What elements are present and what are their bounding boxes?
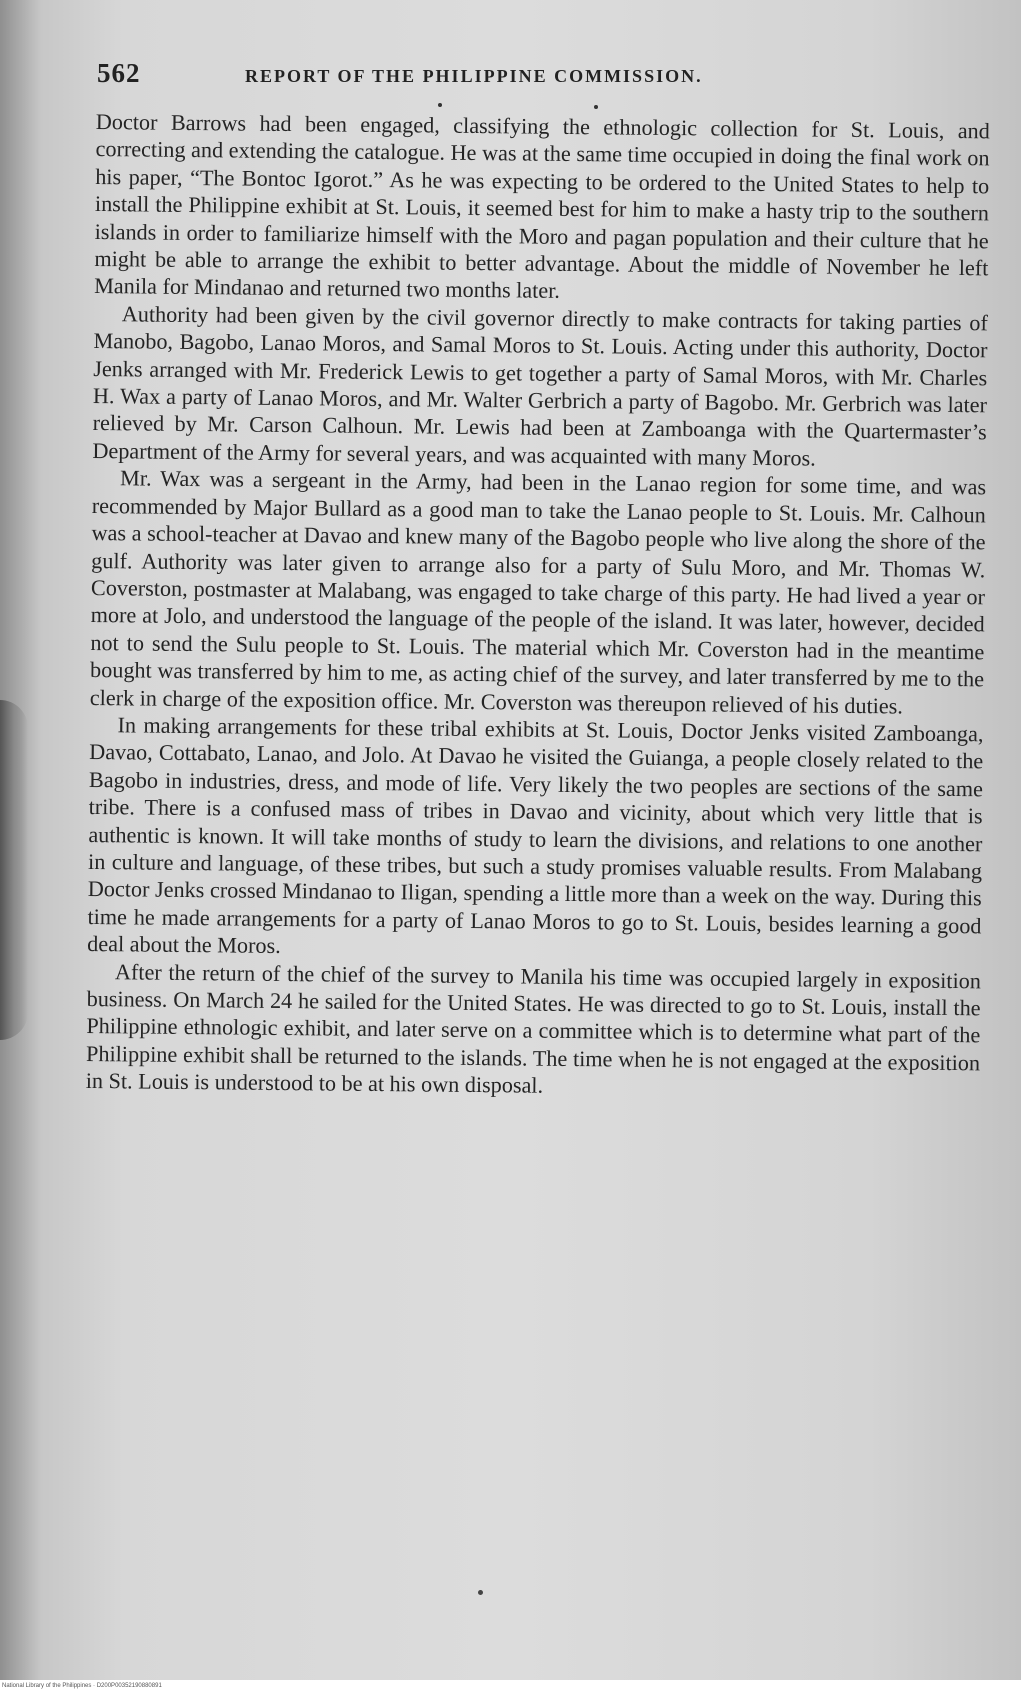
page-header <box>97 58 977 98</box>
paragraph-3: Mr. Wax was a sergeant in the Army, had been in the Lanao region for some time, and was recommended by Major Bullard as a good man to take the Lanao people to St. Louis. Mr. Calhoun was a school-teacher at Davao and knew many of the Bagobo people who live along the shore of the gulf. Authority was later given to arrange also for a party of Sulu Moro, and Mr. Thomas W. Coverston, postmaster at Malabang, was engaged to take charge of this party. He had lived a year or more at Jolo, and understood the language of the people of the island. It was later, however, decided not to send the Sulu people to St. Louis. The material which Mr. Coverston had in the meantime bought was transferred by him to me, as acting chief of the survey, and later transferred by me to the clerk in charge of the exposition office. Mr. Coverston was thereupon relieved of his duties. <box>89 465 987 719</box>
page-number: 562 <box>97 58 141 88</box>
running-head: REPORT OF THE PHILIPPINE COMMISSION. <box>245 66 703 86</box>
ink-speck <box>478 1590 483 1595</box>
paragraph-4: In making arrangements for these tribal exhibits at St. Louis, Doctor Jenks visited Zamboanga, Davao, Cottabato, Lanao, and Jolo. At Davao he visited the Guianga, a people closely related to the Bagobo in industries, dress, and mode of life. Very likely the two peoples are sections of the same tribe. There is a confused mass of tribes in Davao and vicinity, about which very little that is authentic is known. It will take months of study to learn the divisions, and relations to one another in culture and language, of these tribes, but such a study promises valuable results. From Malabang Doctor Jenks crossed Mindanao to Iligan, spending a little more than a week on the way. During this time he made arrangements for a party of Lanao Moros to go to St. Louis, besides learning a good deal about the Moros. <box>87 712 984 959</box>
paragraph-5: After the return of the chief of the survey to Manila his time was occupied largely in exposition business. On March 24 he sailed for the United States. He was directed to go to St. Louis, install the Philippine ethnologic exhibit, and later serve on a committee which is to determine what part of the Philippine exhibit shall be returned to the islands. The time when he is not engaged at the exposition in St. Louis is understood to be at his own disposal. <box>85 958 982 1098</box>
paragraph-2: Authority had been given by the civil governor directly to make contracts for taking parties of Manobo, Bagobo, Lanao Moros, and Samal Moros to St. Louis. Acting under this authority, Doctor Jenks arranged with Mr. Frederick Lewis to get together a party of Samal Moros, with Mr. Charles H. Wax a party of Lanao Moros, and Mr. Walter Gerbrich a party of Bagobo. Mr. Gerbrich was later relieved by Mr. Carson Calhoun. Mr. Lewis had been at Zamboanga with the Quartermaster’s Department of the Army for several years, and was acquainted with many Moros. <box>92 301 988 471</box>
ink-speck <box>594 105 598 109</box>
body-text <box>86 108 990 1104</box>
paragraph-1: Doctor Barrows had been engaged, classifying the ethnologic collection for St. Louis, and correcting and extending the catalogue. He was at the same time occupied in doing the final work on his paper, “The Bontoc Igorot.” As he was expecting to be ordered to the United States to help to install the Philippine exhibit at St. Louis, it seemed best for him to make a hasty trip to the southern islands in order to familiarize himself with the Moro and pagan population and their culture that he might be able to arrange the exhibit to better advantage. About the middle of November he left Manila for Mindanao and returned two months later. <box>94 108 990 304</box>
scan-credit: National Library of the Philippines · D200P00352190880891 <box>2 1683 162 1689</box>
binding-shadow <box>0 700 28 1040</box>
ink-speck <box>438 103 442 107</box>
